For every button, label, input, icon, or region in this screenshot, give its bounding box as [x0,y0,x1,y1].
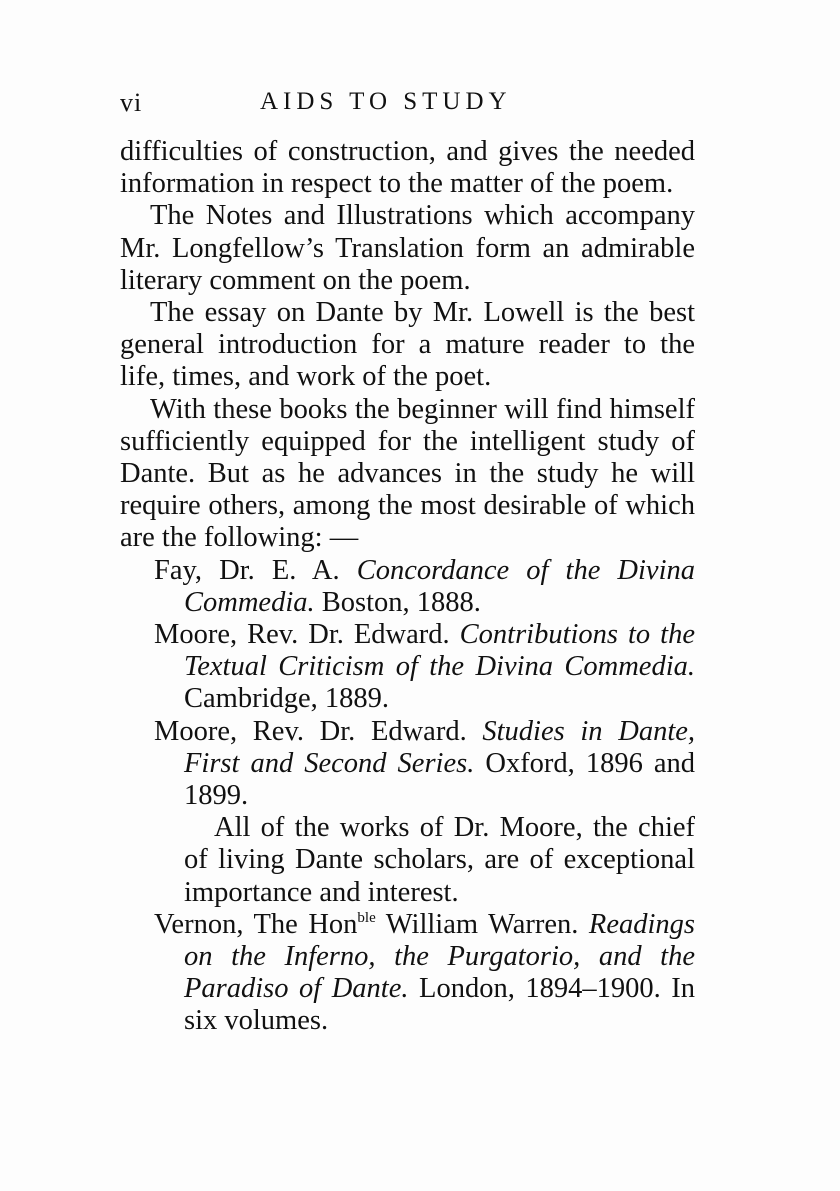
bib-author-name: Vernon, The Hon [154,908,358,940]
page-header [120,88,720,128]
bib-title: Concordance of the Divina Commedia. [184,554,696,618]
bib-author-name-rest: William Warren. [375,908,579,940]
bib-author: Moore, Rev. Dr. Edward. [154,715,467,747]
page-number: vi [120,88,143,117]
honorific-superscript: ble [357,909,376,926]
bib-title: Studies in Dante, First and Second Series. [184,715,696,779]
bib-title: Contributions to the Textual Criticism of the Divina Commedia. [184,619,695,683]
bib-volumes: In six volumes. [184,973,696,1037]
body-text [120,136,695,1038]
bib-author [154,909,578,940]
bib-author: Fay, Dr. E. A. [154,554,340,586]
bib-entry-vernon [120,909,695,1038]
bib-entry-moore-contributions [120,619,695,716]
paragraph-longfellow: The Notes and Illustrations which accompany Mr. Longfellow’s Translation form an admirable literary comment on the poem. [120,200,695,296]
bib-imprint: Boston, 1888. [321,586,481,618]
bib-entry-moore-studies [120,716,695,813]
paragraph-continuation: difficulties of construction, and gives the needed information in respect to the matter of the poem. [120,136,695,200]
bib-imprint: Cambridge, 1889. [184,683,390,715]
bib-author: Moore, Rev. Dr. Edward. [154,619,450,651]
bib-imprint: Oxford, 1896 and 1899. [184,747,695,812]
bib-entry-fay [120,555,695,619]
running-head: AIDS TO STUDY [260,88,512,115]
paragraph-further-reading: With these books the beginner will find himself sufficiently equipped for the intelligent study of Dante. But as he advances in the study he will require others, among the most desirable of which are the following: — [120,393,695,554]
bib-imprint: London, 1894–1900. [419,973,661,1005]
bib-title: Readings on the Inferno, the Purgatorio, and the Paradiso of Dante. [184,908,695,1005]
paragraph-lowell: The essay on Dante by Mr. Lowell is the best general introduction for a mature reader to the life, times, and work of the poet. [120,297,695,393]
moore-note: All of the works of Dr. Moore, the chief of living Dante scholars, are of exceptional importance and interest. [184,812,695,908]
